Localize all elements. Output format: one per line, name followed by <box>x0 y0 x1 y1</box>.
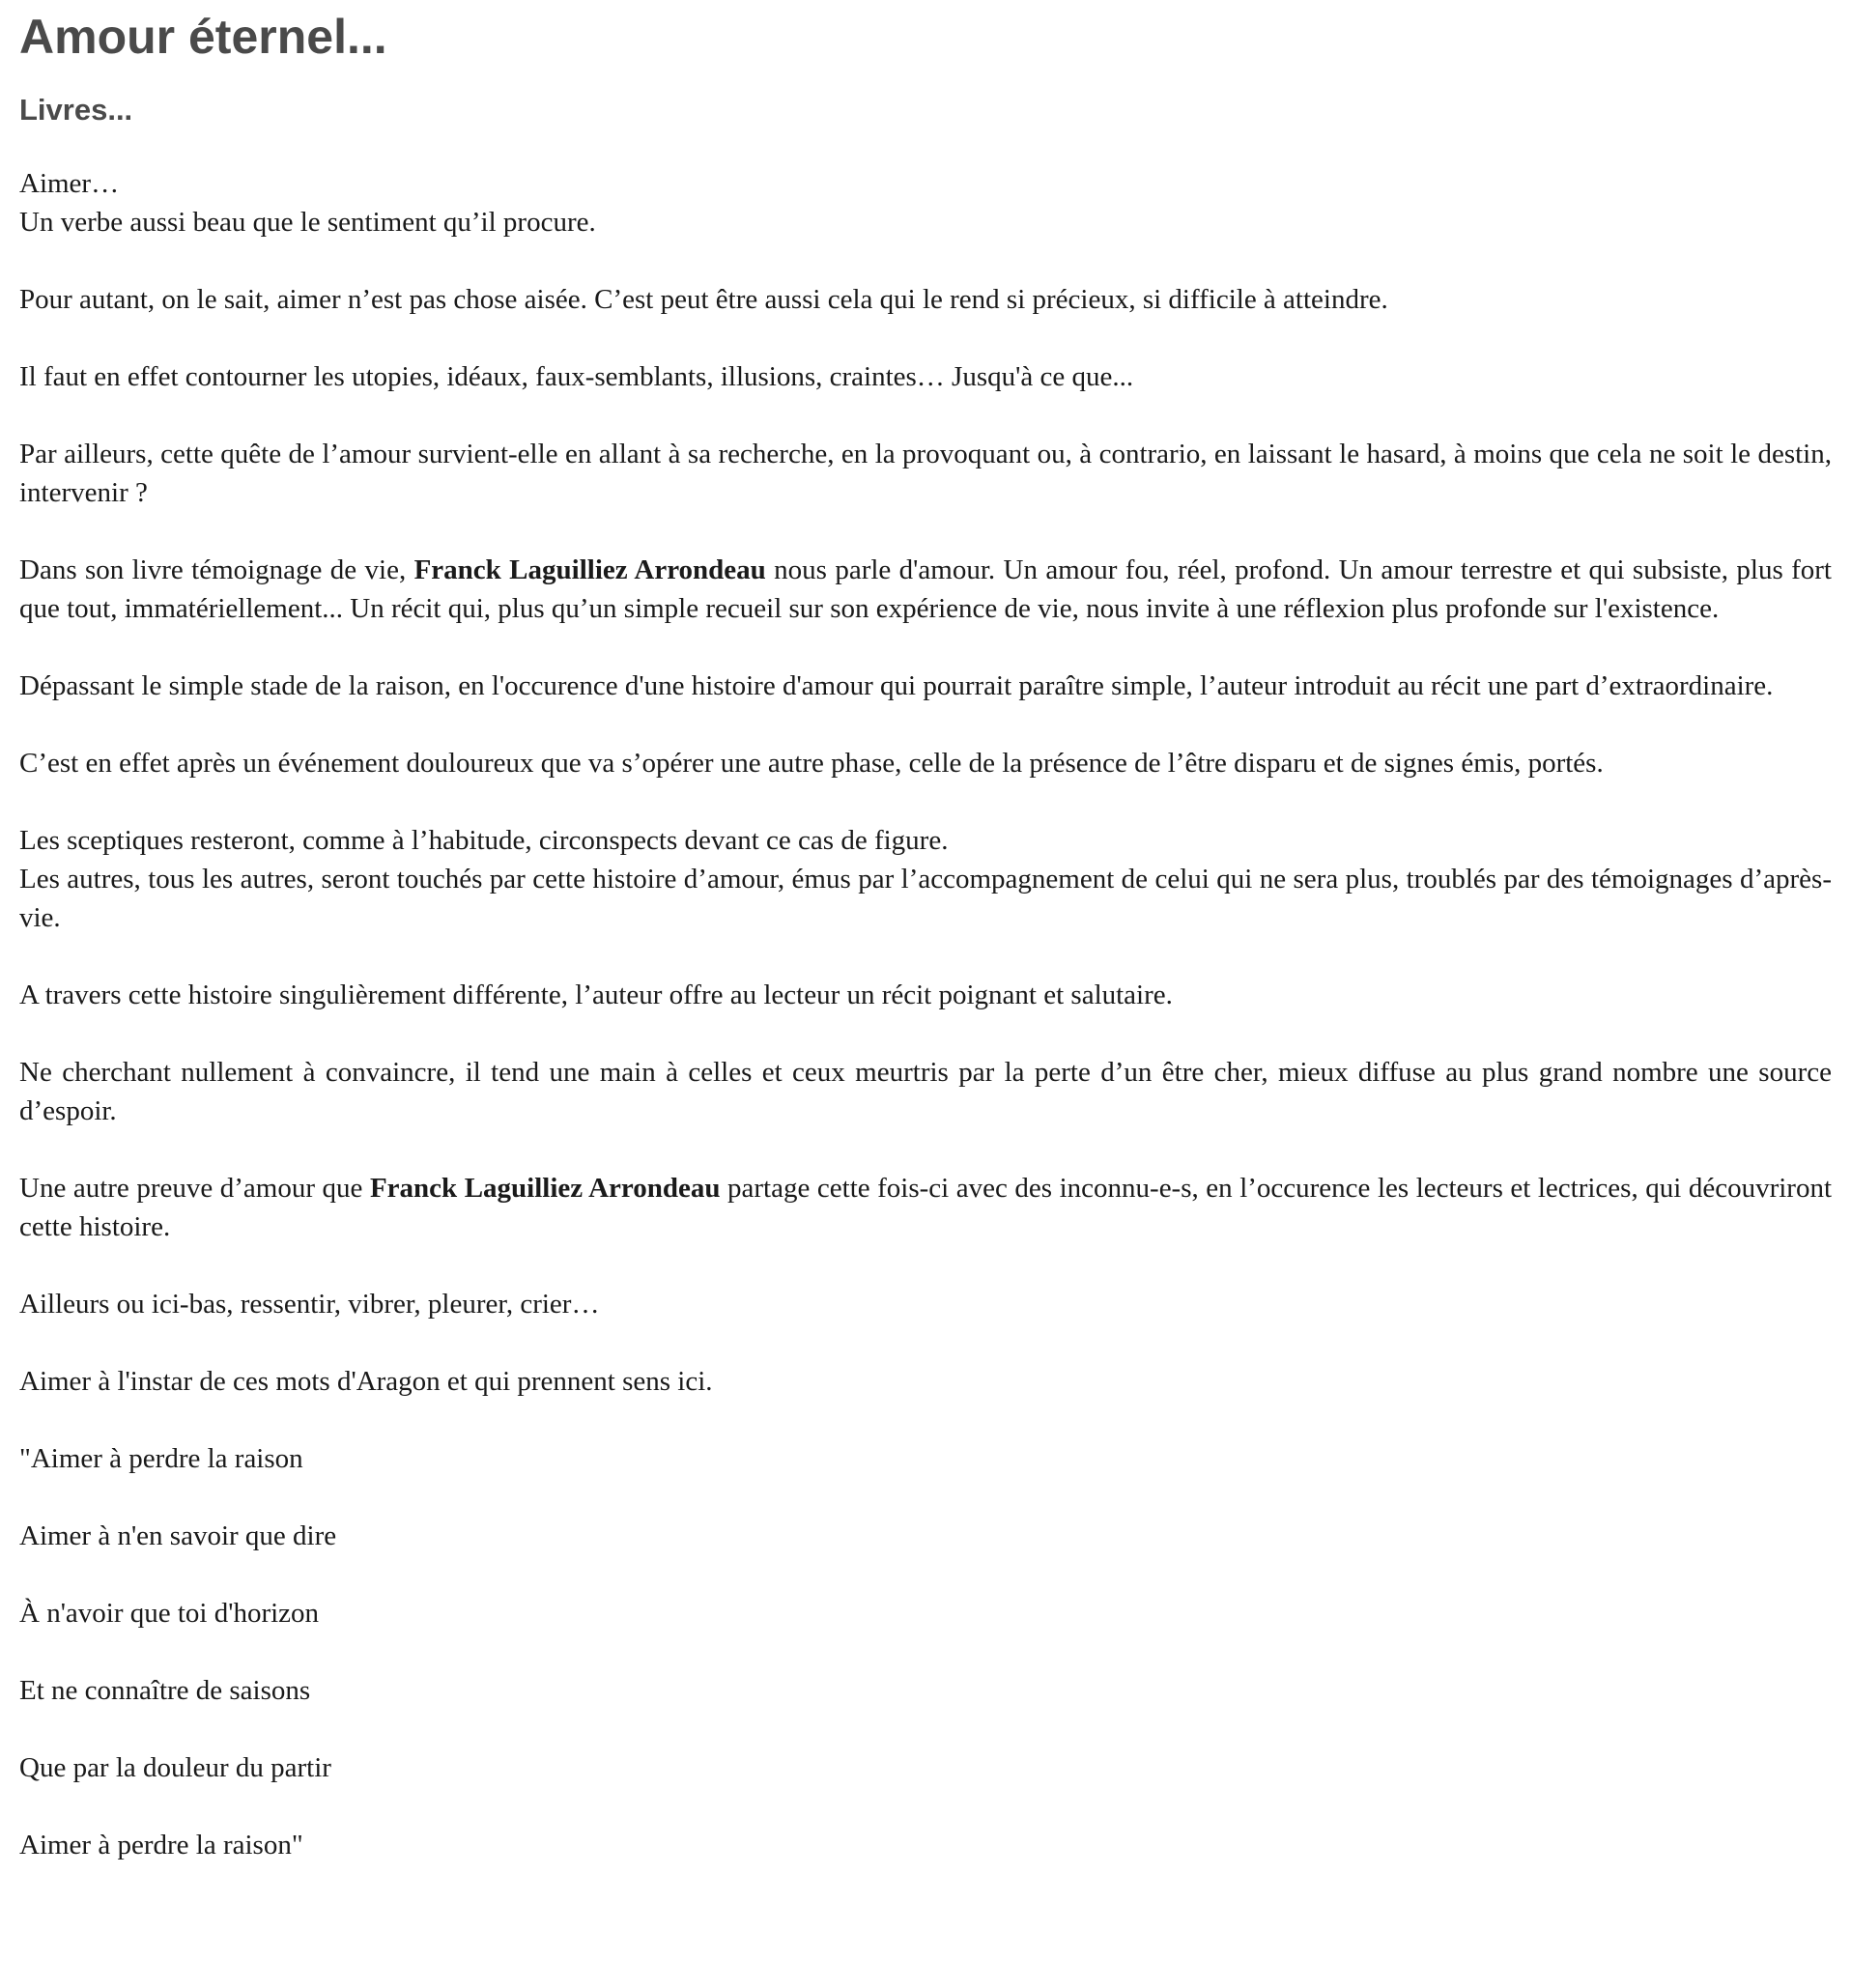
paragraph-text: Que par la douleur du partir <box>19 1752 331 1783</box>
paragraph-text: A travers cette histoire singulièrement différente, l’auteur offre au lecteur un récit poignant et salutaire. <box>19 980 1173 1010</box>
category-heading: Livres... <box>19 93 133 127</box>
paragraph-text: Ne cherchant nullement à convaincre, il tend une main à celles et ceux meurtris par la perte d’un être cher, mieux diffuse au plus grand nombre une source d’espoir. <box>19 1057 1832 1126</box>
paragraph-text: Aimer à perdre la raison" <box>19 1830 303 1860</box>
paragraph-text: Et ne connaître de saisons <box>19 1675 311 1706</box>
paragraph-line: Les autres, tous les autres, seront touchés par cette histoire d’amour, émus par l’accompagnement de celui qui ne sera plus, troublés par des témoignages d’après-vie. <box>19 864 1832 933</box>
paragraph-text: Il faut en effet contourner les utopies, idéaux, faux-semblants, illusions, craintes… Jusqu'à ce que... <box>19 361 1134 392</box>
paragraph-text: À n'avoir que toi d'horizon <box>19 1598 320 1629</box>
paragraph <box>19 435 1832 512</box>
paragraph-text: Ailleurs ou ici-bas, ressentir, vibrer, pleurer, crier… <box>19 1289 600 1320</box>
paragraph <box>19 357 1832 396</box>
paragraph-text: partage cette fois-ci avec des inconnu-e-s, en l’occurence les lecteurs et lectrices, qui découvriront cette histoire. <box>19 1173 1832 1242</box>
paragraph <box>19 1285 1832 1323</box>
paragraph <box>19 667 1832 705</box>
paragraph-line: Les sceptiques resteront, comme à l’habitude, circonspects devant ce cas de figure. <box>19 825 949 856</box>
paragraph-line: Aimer… <box>19 168 120 199</box>
paragraph-text: Dépassant le simple stade de la raison, en l'occurence d'une histoire d'amour qui pourrait paraître simple, l’auteur introduit au récit une part d’extraordinaire. <box>19 670 1774 701</box>
paragraph-text: nous parle d'amour. Un amour fou, réel, profond. Un amour terrestre et qui subsiste, plus fort que tout, immatériellement... Un récit qui, plus qu’un simple recueil sur son expérience de vie, nous invite à une réflexion plus profonde sur l'existence. <box>19 554 1832 624</box>
paragraph-text: Pour autant, on le sait, aimer n’est pas chose aisée. C’est peut être aussi cela qui le rend si précieux, si difficile à atteindre. <box>19 284 1388 315</box>
paragraph-text: Aimer à l'instar de ces mots d'Aragon et qui prennent sens ici. <box>19 1366 713 1397</box>
paragraph <box>19 1439 1832 1478</box>
paragraph-line: Un verbe aussi beau que le sentiment qu’il procure. <box>19 207 596 238</box>
paragraph <box>19 976 1832 1014</box>
paragraph <box>19 821 1832 937</box>
paragraph-text: C’est en effet après un événement douloureux que va s’opérer une autre phase, celle de la présence de l’être disparu et de signes émis, portés. <box>19 748 1604 779</box>
paragraph <box>19 1053 1832 1130</box>
author-name: Franck Laguilliez Arrondeau <box>369 1173 721 1204</box>
paragraph-text: Aimer à n'en savoir que dire <box>19 1520 337 1551</box>
paragraph <box>19 1362 1832 1401</box>
paragraph <box>19 280 1832 319</box>
author-name: Franck Laguilliez Arrondeau <box>413 554 766 585</box>
paragraph <box>19 1169 1832 1246</box>
paragraph-text: Dans son livre témoignage de vie, <box>19 554 414 585</box>
paragraph-text: Une autre preuve d’amour que <box>19 1173 370 1204</box>
paragraph <box>19 1826 1832 1864</box>
paragraph <box>19 551 1832 628</box>
paragraph <box>19 1517 1832 1555</box>
page-title: Amour éternel... <box>19 10 387 64</box>
paragraph <box>19 1594 1832 1633</box>
paragraph-text: Par ailleurs, cette quête de l’amour survient-elle en allant à sa recherche, en la provoquant ou, à contrario, en laissant le hasard, à moins que cela ne soit le destin, intervenir ? <box>19 439 1832 508</box>
paragraph <box>19 744 1832 782</box>
paragraph <box>19 1671 1832 1710</box>
article-body <box>19 164 1832 1864</box>
paragraph-text: "Aimer à perdre la raison <box>19 1443 303 1474</box>
paragraph <box>19 164 1832 241</box>
paragraph <box>19 1748 1832 1787</box>
article <box>19 0 1832 1864</box>
